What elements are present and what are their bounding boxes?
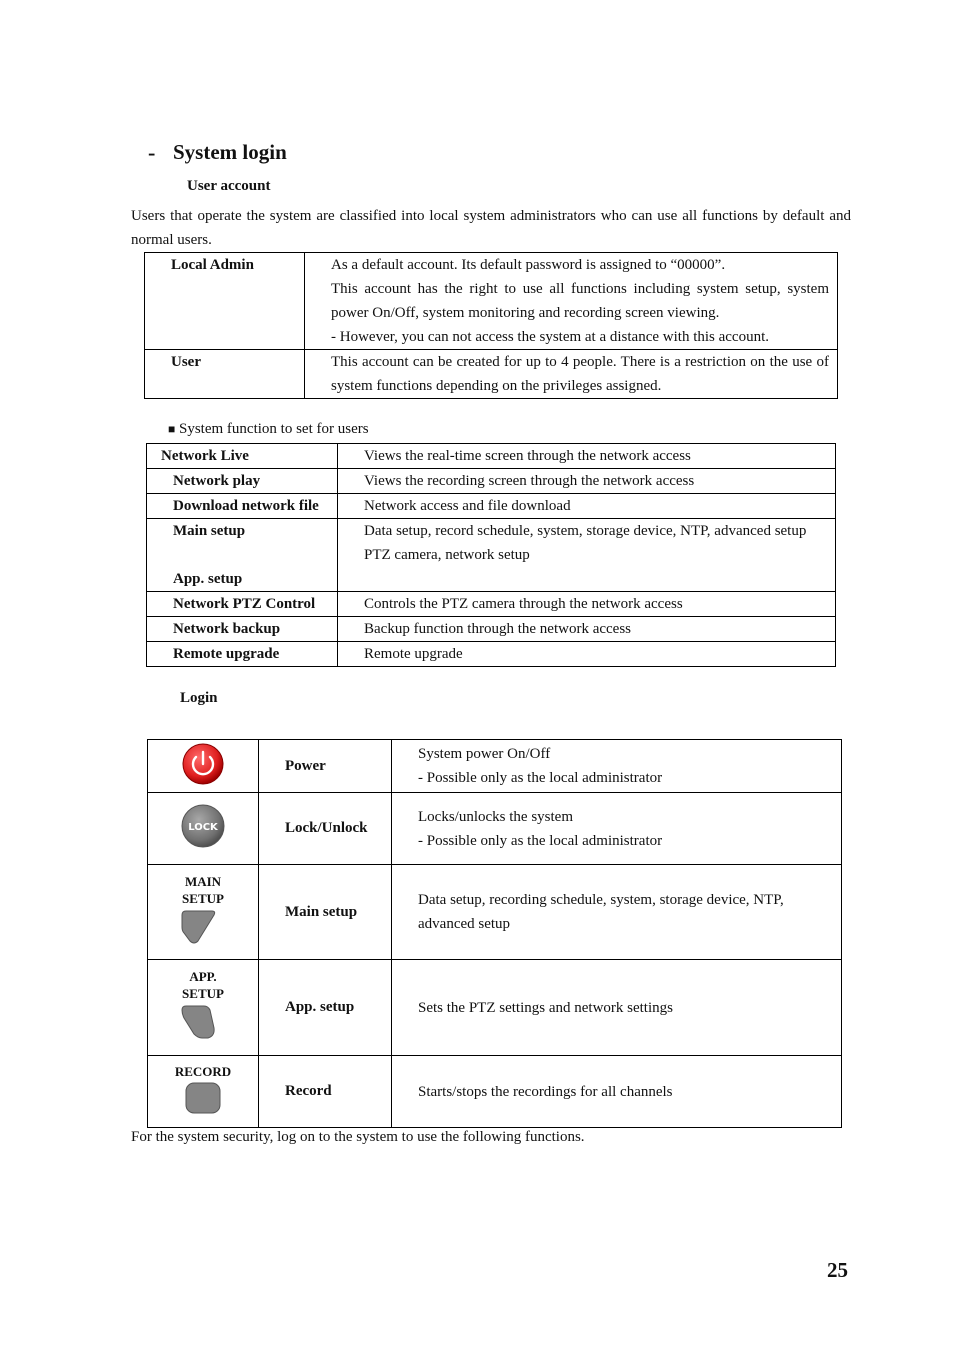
table-row (147, 469, 836, 494)
function-desc-app: PTZ camera, network setup (364, 547, 530, 563)
account-line: This account has the right to use all functions including system setup, system power On/Off, system monitoring and recording screen viewing. (331, 281, 829, 321)
app-setup-button-icon (180, 1002, 220, 1042)
login-function-name: Record (259, 1056, 392, 1128)
account-name: User (145, 350, 305, 399)
table-row (147, 592, 836, 617)
desc-line: System power On/Off (418, 746, 551, 762)
user-account-table (144, 252, 838, 399)
account-description (305, 253, 838, 350)
lock-icon (180, 803, 226, 849)
function-name: Network backup (147, 617, 338, 642)
login-function-desc (392, 1056, 842, 1128)
desc-line: Starts/stops the recordings for all channels (418, 1083, 673, 1100)
function-name: Remote upgrade (147, 642, 338, 667)
login-function-name: Lock/Unlock (259, 793, 392, 865)
login-function-name: App. setup (259, 960, 392, 1056)
login-footer: For the system security, log on to the system to use the following functions. (131, 1129, 585, 1145)
function-name: Network PTZ Control (147, 592, 338, 617)
function-desc: Views the recording screen through the network access (338, 469, 836, 494)
user-account-intro: Users that operate the system are classified into local system administrators who can use all functions by default and normal users. (131, 208, 851, 248)
desc-line: Data setup, recording schedule, system, storage device, NTP, advanced setup (418, 892, 784, 932)
button-label: SETUP (182, 986, 224, 1001)
function-name: Network play (147, 469, 338, 494)
function-name (147, 519, 338, 592)
table-row (148, 960, 842, 1056)
user-account-heading: User account (187, 178, 271, 194)
functions-table (146, 443, 836, 667)
table-row (148, 740, 842, 793)
function-name: Download network file (147, 494, 338, 519)
table-row (147, 642, 836, 667)
table-row (145, 350, 838, 399)
table-row (147, 444, 836, 469)
table-row (147, 494, 836, 519)
login-function-name: Main setup (259, 865, 392, 960)
function-desc: Backup function through the network access (338, 617, 836, 642)
function-desc: Remote upgrade (338, 642, 836, 667)
function-desc-main: Data setup, record schedule, system, storage device, NTP, advanced setup (364, 523, 807, 539)
login-heading: Login (180, 690, 218, 706)
icon-cell (148, 865, 259, 960)
icon-cell (148, 1056, 259, 1128)
function-desc: Views the real-time screen through the network access (338, 444, 836, 469)
account-name: Local Admin (145, 253, 305, 350)
function-name: Network Live (147, 444, 338, 469)
desc-line: - Possible only as the local administrator (418, 832, 663, 849)
desc-line: Locks/unlocks the system (418, 808, 573, 825)
main-setup-button-icon (180, 907, 220, 947)
function-name-main: Main setup (173, 523, 246, 539)
login-function-desc (392, 865, 842, 960)
account-description (305, 350, 838, 399)
desc-line: - Possible only as the local administrator (418, 770, 663, 786)
functions-caption (168, 421, 369, 438)
table-row (147, 519, 836, 592)
table-row (148, 793, 842, 865)
section-dash: - (148, 140, 156, 165)
button-label: SETUP (182, 890, 224, 906)
power-icon (181, 742, 225, 786)
login-table (147, 739, 842, 1128)
icon-cell (148, 960, 259, 1056)
functions-caption-text: System function to set for users (179, 421, 369, 437)
function-name-app: App. setup (173, 571, 243, 587)
login-function-name: Power (259, 740, 392, 793)
login-function-desc (392, 960, 842, 1056)
function-desc (338, 519, 836, 592)
bullet-icon: ■ (168, 422, 176, 436)
desc-line: Sets the PTZ settings and network settings (418, 999, 673, 1016)
icon-cell (148, 793, 259, 865)
button-label: MAIN (184, 873, 222, 889)
login-function-desc (392, 740, 842, 793)
account-line: - However, you can not access the system at a distance with this account. (331, 329, 770, 345)
button-label: RECORD (174, 1063, 232, 1079)
account-line: As a default account. Its default password is assigned to “00000”. (331, 257, 726, 273)
record-button-icon (183, 1080, 223, 1116)
table-row (147, 617, 836, 642)
icon-cell (148, 740, 259, 793)
table-row (148, 865, 842, 960)
table-row (148, 1056, 842, 1128)
section-title: System login (173, 140, 287, 164)
login-function-desc (392, 793, 842, 865)
button-label: APP. (189, 969, 217, 984)
page-number: 25 (827, 1258, 848, 1282)
table-row (145, 253, 838, 350)
account-line: This account can be created for up to 4 people. There is a restriction on the use of system functions depending on the privileges assigned. (331, 354, 829, 394)
function-desc: Controls the PTZ camera through the network access (338, 592, 836, 617)
function-desc: Network access and file download (338, 494, 836, 519)
lock-icon-text: LOCK (188, 822, 218, 833)
